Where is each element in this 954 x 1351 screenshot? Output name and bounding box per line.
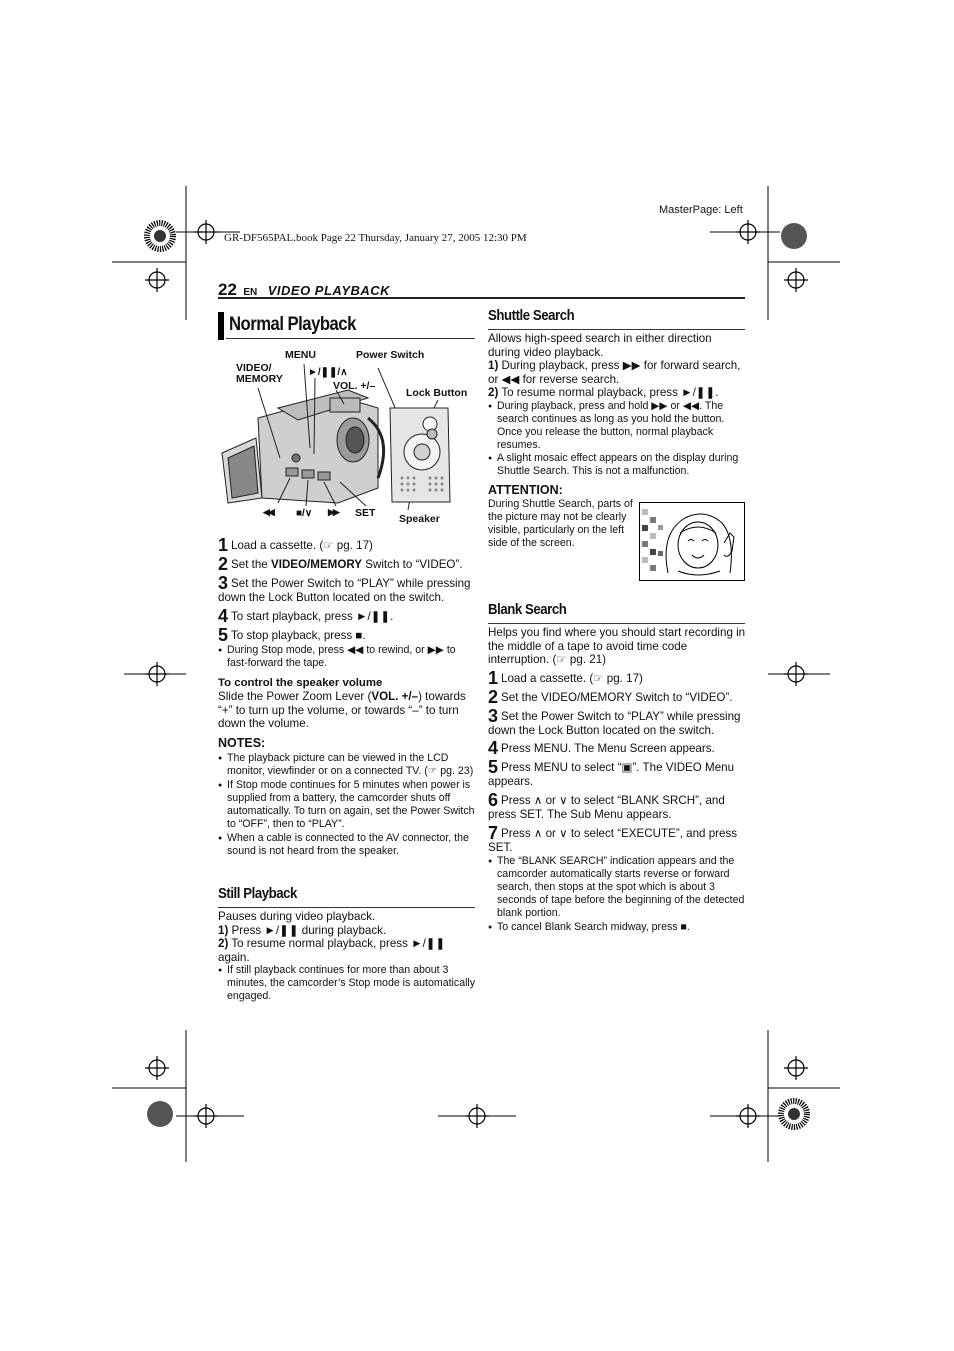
blank-step-6: 6 Press ∧ or ∨ to select “BLANK SRCH”, and press SET. The Sub Menu appears. <box>488 789 725 821</box>
note-1: ● The playback picture can be viewed in the LCD monitor, viewfinder or on a connected TV. (☞ pg. 23) <box>218 752 476 778</box>
title-bar-mark <box>218 312 224 340</box>
blank-search-title: Blank Search <box>488 601 567 618</box>
still-body <box>218 910 476 1003</box>
still-intro: Pauses during video playback. <box>218 910 376 923</box>
normal-steps <box>218 537 476 858</box>
label-stop: ■/∨ <box>296 508 313 519</box>
notes-title: NOTES: <box>218 735 266 750</box>
volume-heading: To control the speaker volume <box>218 676 383 689</box>
blank-step-7: 7 Press ∧ or ∨ to select “EXECUTE”, and press SET. <box>488 822 738 854</box>
label-set: SET <box>355 507 376 519</box>
normal-step-4: 4 To start playback, press ►/❚❚. <box>218 605 394 626</box>
blank-intro: Helps you find where you should start recording in the middle of a tape to avoid time code interruption. (☞ pg. 21) <box>488 626 746 667</box>
blank-body <box>488 626 746 934</box>
language-tag: EN <box>243 287 258 298</box>
normal-playback-title: Normal Playback <box>229 314 356 335</box>
normal-step-5: 5 To stop playback, press ■. <box>218 624 366 645</box>
shuttle-search-title: Shuttle Search <box>488 307 575 324</box>
still-playback-title: Still Playback <box>218 885 297 902</box>
shuttle-step-1: 1) During playback, press ▶▶ for forward search, or ◀◀ for reverse search. <box>488 359 741 386</box>
book-info-line: GR-DF565PAL.book Page 22 Thursday, January 27, 2005 12:30 PM <box>224 232 527 244</box>
normal-title-rule <box>226 338 475 339</box>
shuttle-title-rule <box>488 329 745 330</box>
still-step-2: 2) To resume normal playback, press ►/❚❚ again. <box>218 937 446 964</box>
label-ff: ▶▶ <box>328 507 338 517</box>
mosaic-face-illustration <box>640 503 744 580</box>
label-menu: MENU <box>285 349 316 361</box>
shuttle-step-2: 2) To resume normal playback, press ►/❚❚. <box>488 386 719 400</box>
label-lock-button: Lock Button <box>406 387 468 399</box>
masterpage-label: MasterPage: Left <box>659 204 743 216</box>
label-play-pause: ►/❚❚/∧ <box>308 367 348 378</box>
normal-step-1: 1 Load a cassette. (☞ pg. 17) <box>218 535 373 555</box>
blank-step-4: 4 Press MENU. The Menu Screen appears. <box>488 738 715 759</box>
label-speaker: Speaker <box>399 513 440 525</box>
normal-step-2: 2 Set the VIDEO/MEMORY Switch to “VIDEO”. <box>218 554 463 574</box>
blank-step-5: 5 Press MENU to select “▣”. The VIDEO Menu appears. <box>488 757 735 789</box>
header-rule <box>218 297 745 299</box>
mosaic-illustration-frame <box>639 502 745 581</box>
page-number: 22 <box>218 280 237 299</box>
attention-title: ATTENTION: <box>488 483 563 497</box>
blank-title-rule <box>488 623 745 624</box>
label-vol: VOL. +/– <box>333 380 376 392</box>
shuttle-body <box>488 332 746 478</box>
blank-step-3: 3 Set the Power Switch to “PLAY” while pressing down the Lock Button located on the switch. <box>488 705 741 737</box>
still-title-rule <box>218 907 475 908</box>
camcorder-diagram <box>218 348 475 528</box>
section-title: VIDEO PLAYBACK <box>267 283 391 298</box>
blank-step-1: 1 Load a cassette. (☞ pg. 17) <box>488 667 643 688</box>
blank-bullet-2: ● To cancel Blank Search midway, press ■. <box>488 921 746 934</box>
still-step-1: 1) Press ►/❚❚ during playback. <box>218 923 387 937</box>
normal-step5-bullet: ● During Stop mode, press ◀◀ to rewind, or ▶▶ to fast-forward the tape. <box>218 644 476 670</box>
label-rewind: ◀◀ <box>263 507 273 517</box>
volume-text: Slide the Power Zoom Lever (VOL. +/–) towards “+” to turn up the volume, or towards “–” to turn down the volume. <box>218 690 466 731</box>
shuttle-bullet-2: ● A slight mosaic effect appears on the display during Shuttle Search. This is not a malfunction. <box>488 452 746 478</box>
shuttle-intro: Allows high-speed search in either direction during video playback. <box>488 332 712 359</box>
still-bullet: ● If still playback continues for more than about 3 minutes, the camcorder’s Stop mode is automatically engaged. <box>218 964 476 1003</box>
attention-text: During Shuttle Search, parts of the picture may not be clearly visible, particularly on the left side of the screen. <box>488 498 633 549</box>
label-video-memory: VIDEO/ MEMORY <box>236 362 283 385</box>
shuttle-bullet-1: ● During playback, press and hold ▶▶ or ◀◀. The search continues as long as you hold the button. Once you release the button, normal playback resumes. <box>488 400 746 452</box>
note-2: ● If Stop mode continues for 5 minutes when power is supplied from a battery, the camcorder shuts off automatically. To turn on again, set the Power Switch to “OFF”, then to “PLAY”. <box>218 779 476 831</box>
label-power-switch: Power Switch <box>356 349 425 361</box>
note-3: ● When a cable is connected to the AV connector, the sound is not heard from the speaker. <box>218 832 476 858</box>
blank-step-2: 2 Set the VIDEO/MEMORY Switch to “VIDEO”. <box>488 686 733 707</box>
blank-bullet-1: ● The “BLANK SEARCH” indication appears and the camcorder automatically starts reverse or forward search, then stops at the spot which is about 3 seconds of tape before the beginning of the detected blank portion. <box>488 855 746 920</box>
normal-step-3: 3 Set the Power Switch to “PLAY” while pressing down the Lock Button located on the switch. <box>218 573 471 604</box>
